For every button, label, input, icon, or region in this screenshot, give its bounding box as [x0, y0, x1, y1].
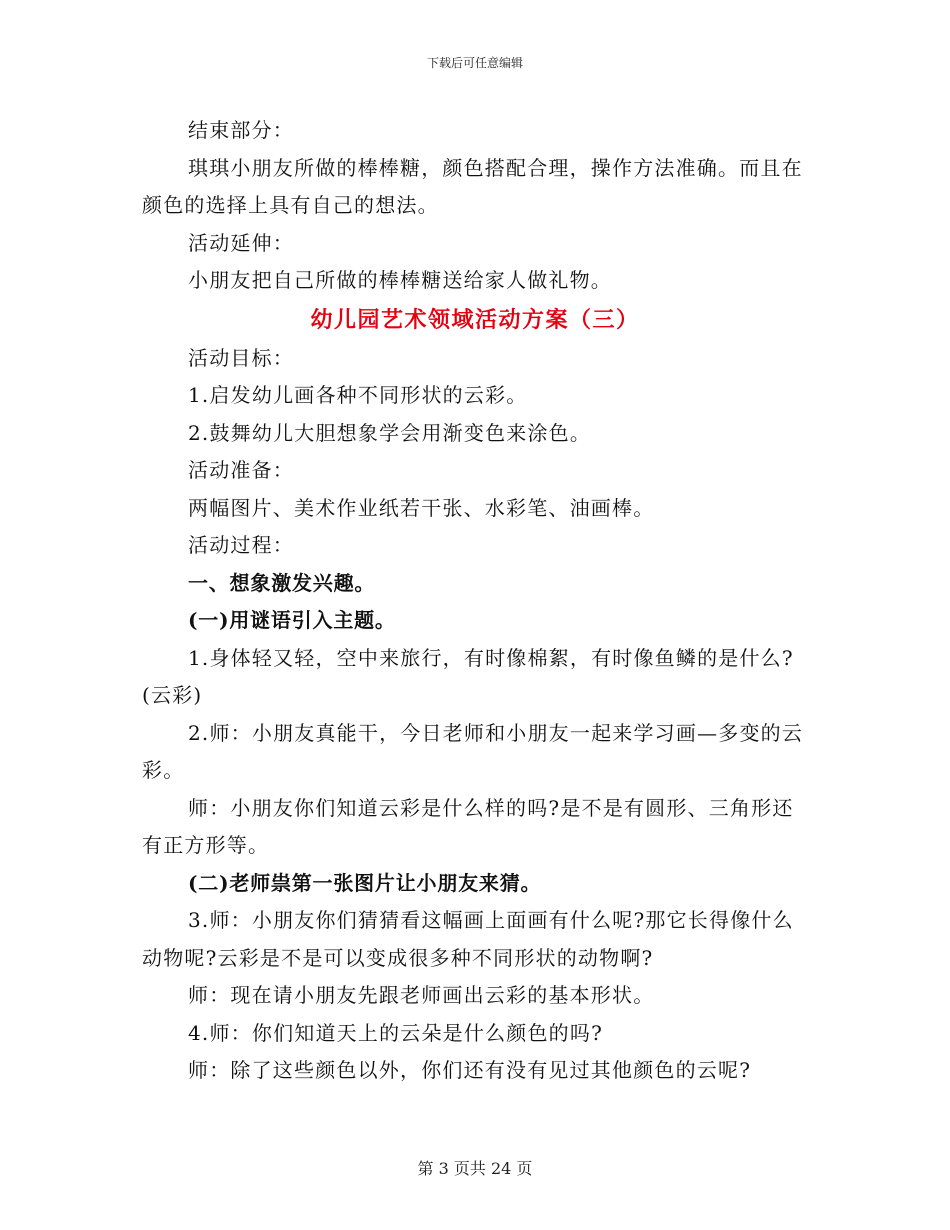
page-header: 下载后可任意编辑 [426, 56, 523, 70]
paragraph-goal-1: 1.启发幼儿画各种不同形状的云彩。 [188, 383, 528, 407]
paragraph-cloud-colors: 4.师：你们知道天上的云朵是什么颜色的吗? [188, 1020, 604, 1045]
document-body [142, 112, 808, 1090]
paragraph-process-heading: 活动过程： [188, 533, 294, 557]
paragraph-draw-shapes: 师：现在请小朋友先跟老师画出云彩的基本形状。 [188, 983, 655, 1007]
paragraph-other-colors: 师：除了这些颜色以外，你们还有没有见过其他颜色的云呢? [188, 1058, 752, 1082]
section-title: 幼儿园艺术领域活动方案（三） [310, 306, 640, 333]
page-footer: 第 3 页共 24 页 [417, 1159, 533, 1178]
paragraph-goal-2: 2.鼓舞幼儿大胆想象学会用渐变色来涂色。 [188, 420, 592, 445]
paragraph-teacher-intro: 2.师：小朋友真能干，今日老师和小朋友一起来学习画—多变的云彩。 [142, 720, 804, 782]
paragraph-substep-1-heading: (一)用谜语引入主题。 [188, 608, 396, 632]
paragraph-riddle: 1.身体轻又轻，空中来旅行，有时像棉絮，有时像鱼鳞的是什么?(云彩) [142, 645, 794, 707]
paragraph-ending-heading: 结束部分： [188, 118, 294, 142]
paragraph-step-1-heading: 一、想象激发兴趣。 [188, 570, 376, 595]
paragraph-prep-text: 两幅图片、美术作业纸若干张、水彩笔、油画棒。 [188, 495, 655, 520]
paragraph-extension-text: 小朋友把自己所做的棒棒糖送给家人做礼物。 [188, 268, 612, 292]
paragraph-ending-text: 琪琪小朋友所做的棒棒糖，颜色搭配合理，操作方法准确。而且在颜色的选择上具有自己的想法。 [142, 155, 803, 217]
paragraph-prep-heading: 活动准备： [188, 458, 294, 482]
paragraph-substep-2-heading: (二)老师祟第一张图片让小朋友来猜。 [188, 870, 542, 895]
paragraph-teacher-question-shapes: 师：小朋友你们知道云彩是什么样的吗?是不是有圆形、三角形还有正方形等。 [142, 795, 794, 857]
paragraph-extension-heading: 活动延伸： [188, 230, 294, 255]
paragraph-goals-heading: 活动目标： [188, 345, 294, 370]
paragraph-guess-picture: 3.师：小朋友你们猜猜看这幅画上面画有什么呢?那它长得像什么动物呢?云彩是不是可以变成很多种不同形状的动物啊? [142, 908, 794, 970]
